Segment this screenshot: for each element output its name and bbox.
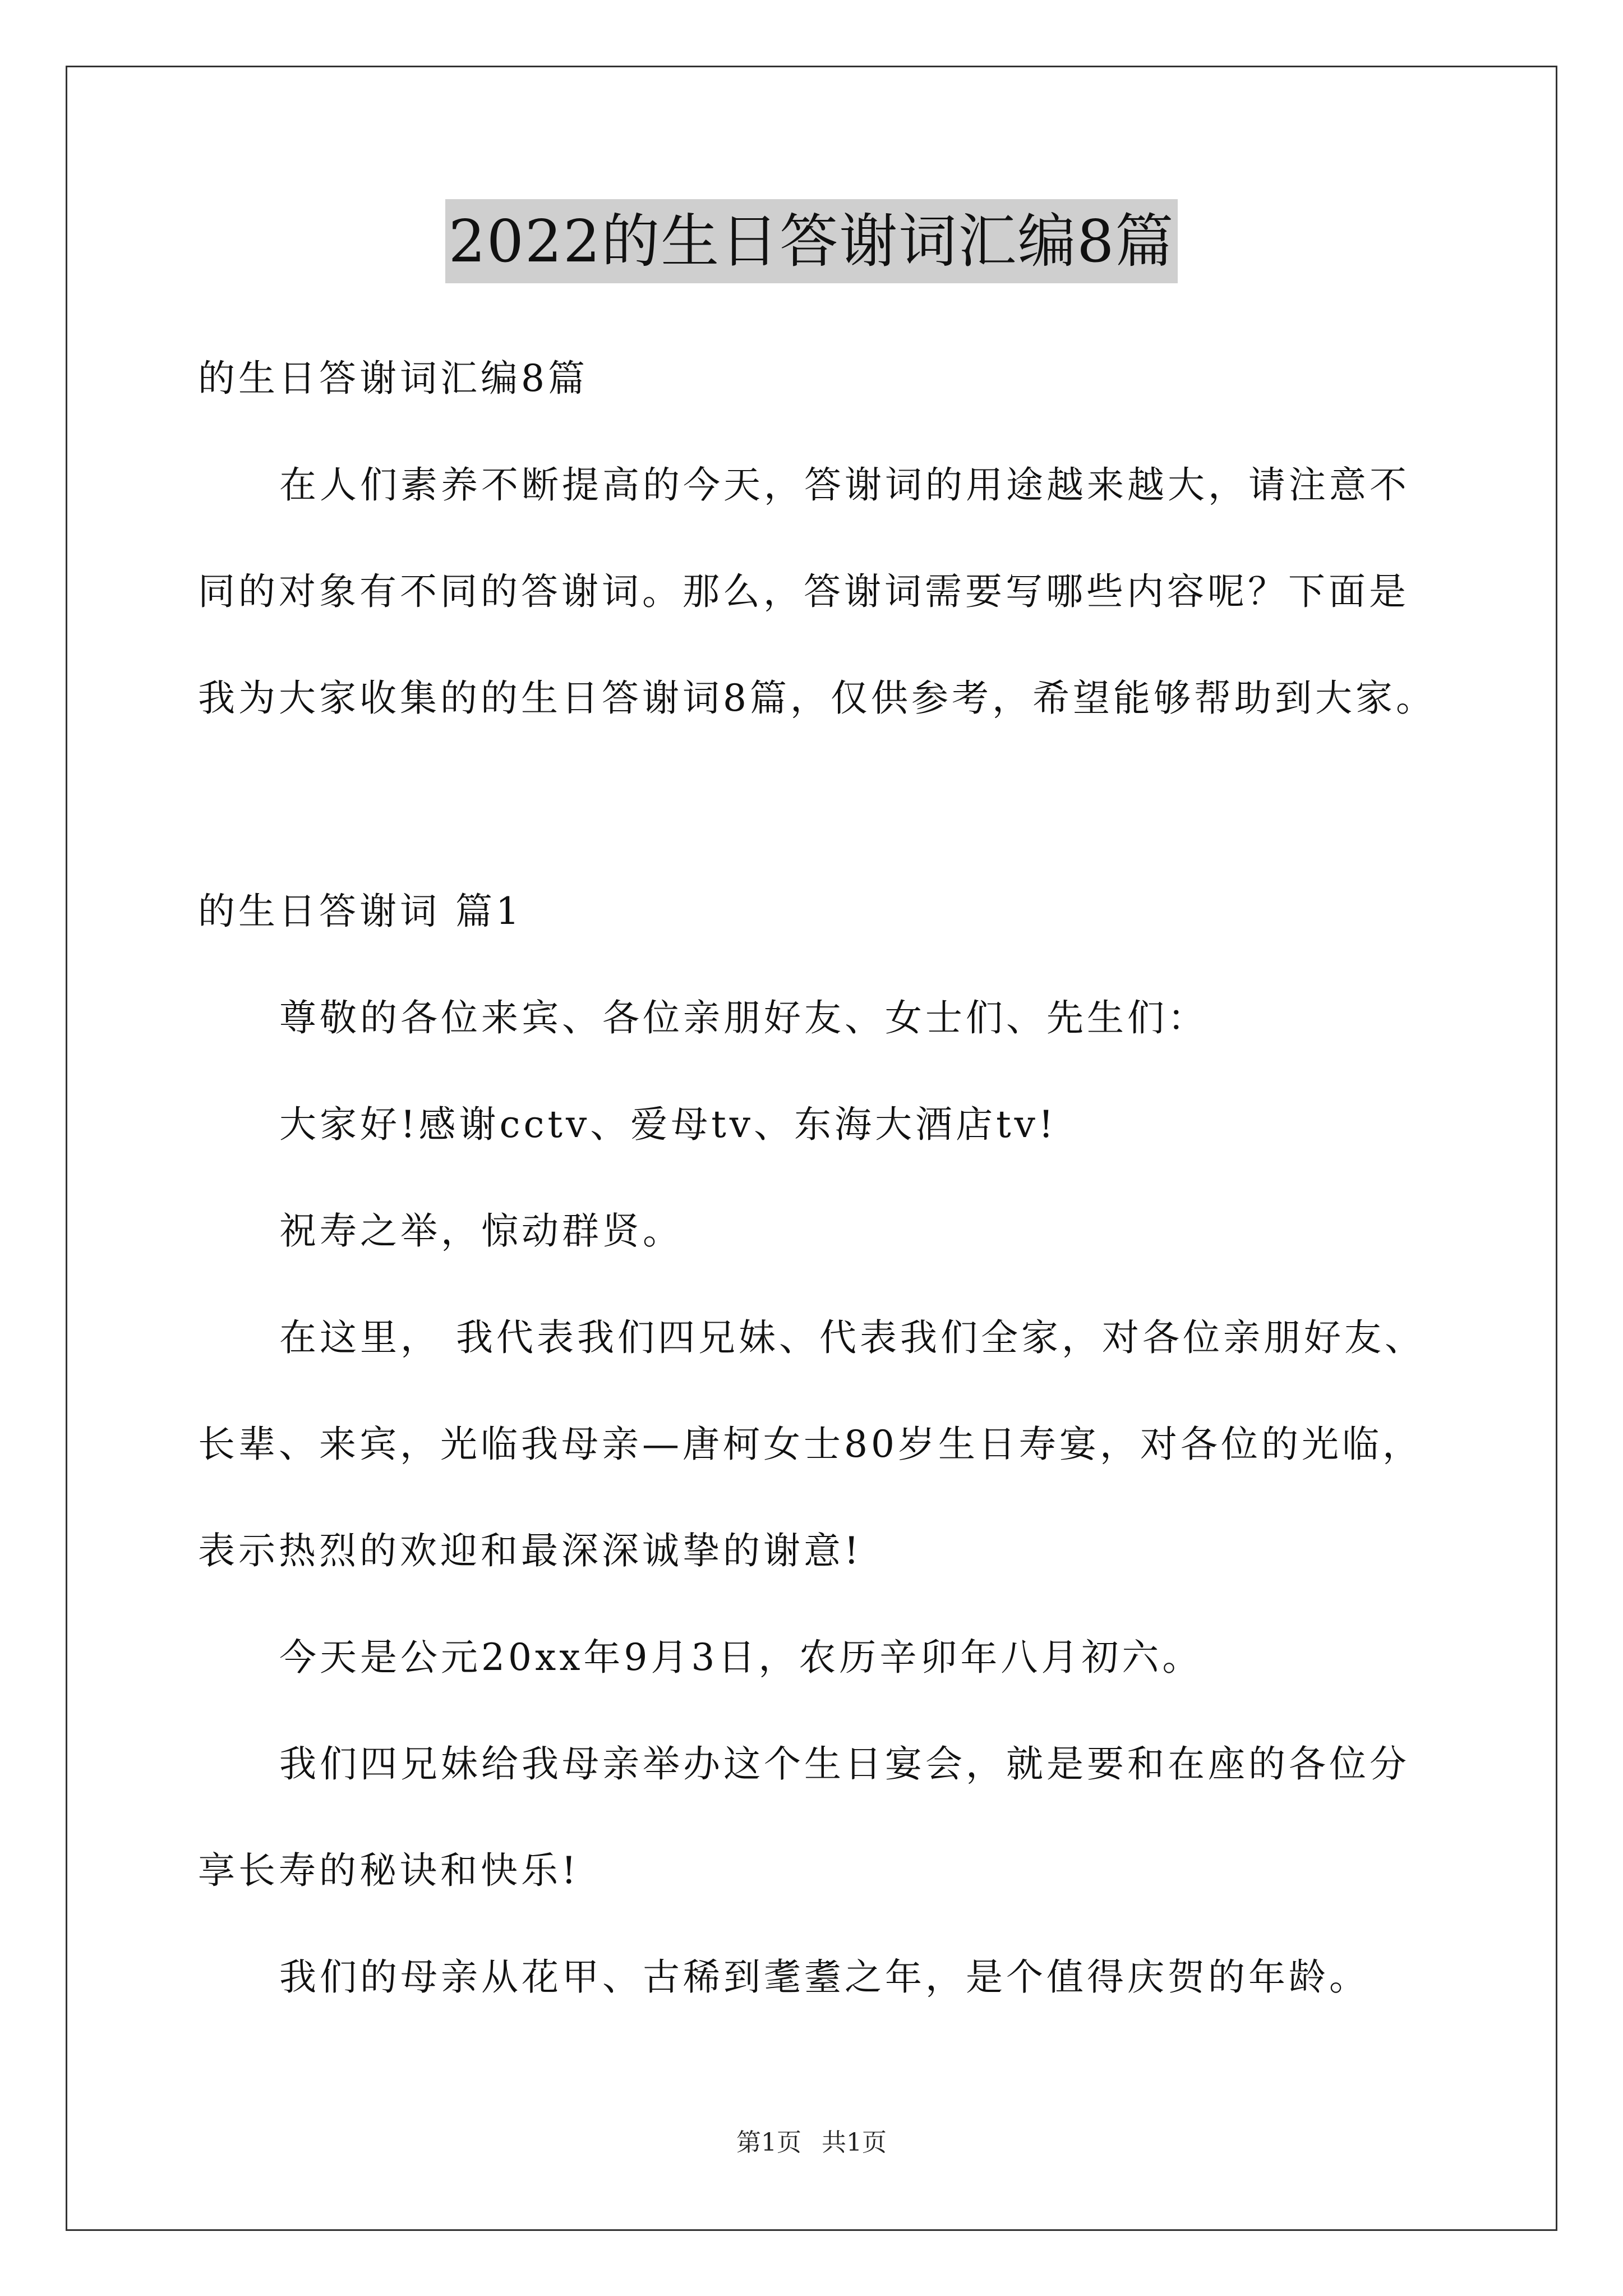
body-line-3: 祝寿之举，惊动群贤。 xyxy=(279,1209,683,1253)
body-line-10: 我们的母亲从花甲、古稀到耄耋之年，是个值得庆贺的年龄。 xyxy=(279,1955,1370,1999)
intro-line-3: 我为大家收集的的生日答谢词8篇，仅供参考，希望能够帮助到大家。 xyxy=(198,677,1436,720)
intro-line-2: 同的对象有不同的答谢词。那么，答谢词需要写哪些内容呢？下面是 xyxy=(198,570,1409,613)
page-number-total: 共1页 xyxy=(822,2128,887,2157)
body-line-5: 长辈、来宾，光临我母亲—唐柯女士80岁生日寿宴，对各位的光临， xyxy=(198,1423,1423,1466)
intro-line-1: 在人们素养不断提高的今天，答谢词的用途越来越大，请注意不 xyxy=(279,463,1410,507)
document-title: 2022的生日答谢词汇编8篇 xyxy=(445,199,1178,283)
body-line-4: 在这里， 我代表我们四兄妹、代表我们全家，对各位亲朋好友、 xyxy=(279,1316,1425,1359)
body-line-8: 我们四兄妹给我母亲举办这个生日宴会，就是要和在座的各位分 xyxy=(279,1742,1410,1786)
subtitle: 的生日答谢词汇编8篇 xyxy=(198,357,588,400)
body-line-9: 享长寿的秘诀和快乐! xyxy=(198,1849,580,1892)
section-heading: 的生日答谢词 篇1 xyxy=(198,890,523,933)
body-line-6: 表示热烈的欢迎和最深深诚挚的谢意! xyxy=(198,1529,863,1572)
page-footer xyxy=(0,2126,1623,2160)
body-line-2: 大家好!感谢cctv、爱母tv、东海大酒店tv! xyxy=(279,1103,1057,1146)
page-number-current: 第1页 xyxy=(736,2128,801,2157)
body-line-1: 尊敬的各位来宾、各位亲朋好友、女士们、先生们： xyxy=(279,996,1208,1039)
title-container xyxy=(0,199,1623,283)
body-line-7: 今天是公元20xx年9月3日，农历辛卯年八月初六。 xyxy=(279,1636,1203,1679)
